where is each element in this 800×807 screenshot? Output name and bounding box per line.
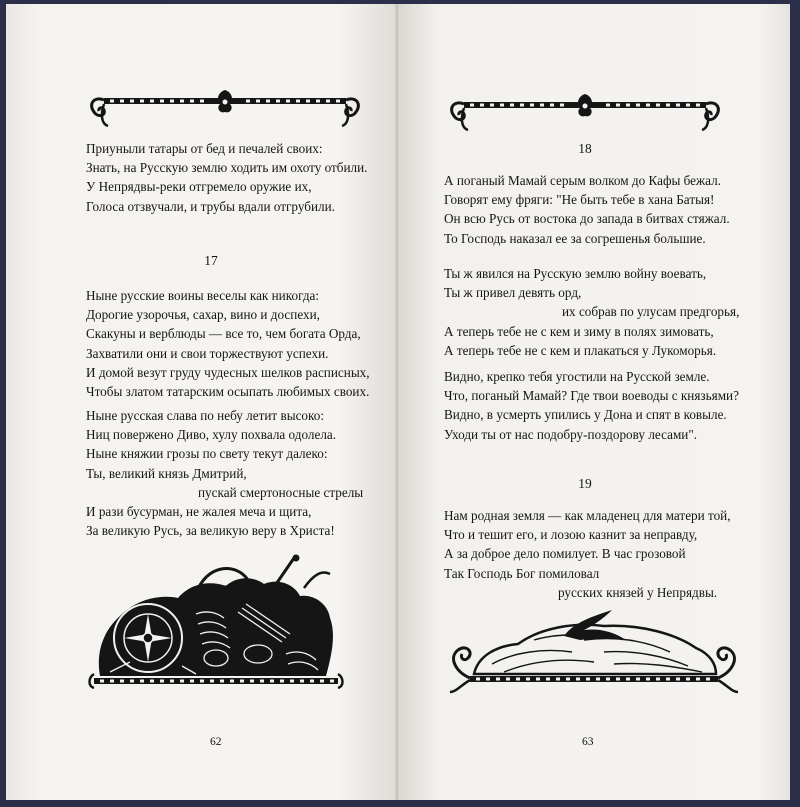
- verse-line: Скакуны и верблюды — все то, чем богата Орда,: [86, 326, 361, 342]
- spoils-illustration-icon: [86, 554, 348, 694]
- verse-line: Говорят ему фряги: "Не быть тебе в хана Батыя!: [444, 192, 715, 208]
- header-ornament-icon: [86, 86, 364, 130]
- stanza-17: [86, 286, 370, 401]
- left-page: [6, 4, 398, 800]
- verse-line: Ты, великий князь Дмитрий,: [86, 465, 247, 481]
- stanza-opening: [86, 139, 367, 216]
- page-number-right: 63: [582, 736, 594, 748]
- verse-line: Знать, на Русскую землю ходить им охоту отбили.: [86, 160, 368, 176]
- verse-line: Видно, в усмерть упились у Дона и спят в ковыле.: [444, 407, 727, 423]
- stanza-18-hordes: [444, 264, 739, 360]
- verse-line: Дорогие узорочья, сахар, вино и доспехи,: [86, 307, 320, 323]
- header-ornament-icon: [446, 90, 724, 134]
- verse-line: Ныне княжии грозы по свету текут далеко:: [86, 446, 328, 462]
- verse-line: И домой везут груду чудесных шелков расписных,: [86, 364, 370, 380]
- verse-line: И рази бусурман, не жалея меча и щита,: [86, 503, 312, 519]
- verse-line: А теперь тебе не с кем и плакаться у Лукоморья.: [444, 342, 717, 358]
- stanza-number-17: 17: [204, 253, 218, 268]
- verse-line: Нам родная земля — как младенец для матери той,: [444, 508, 731, 523]
- verse-line: Ниц повержено Диво, хулу похвала одолела.: [86, 427, 337, 443]
- verse-line: За великую Русь, за великую веру в Христа!: [86, 523, 335, 539]
- right-page: [398, 4, 790, 800]
- verse-line: То Господь наказал ее за согрешенья большие.: [444, 230, 706, 246]
- verse-line: Ныне русская слава по небу летит высоко:: [86, 408, 325, 423]
- verse-line: пускай смертоносные стрелы: [198, 484, 364, 500]
- stanza-number-19: 19: [578, 476, 592, 491]
- book-spread: [6, 4, 790, 800]
- page-number-left: 62: [210, 736, 222, 748]
- horizon-bird-illustration-icon: [444, 592, 744, 696]
- verse-line: Голоса отзвучали, и трубы вдали отгрубили.: [86, 198, 335, 214]
- stanza-18-feast: [444, 367, 739, 444]
- verse-line: Захватили они и свои торжествуют успехи.: [86, 345, 329, 361]
- stanza-glory: [86, 406, 363, 540]
- stanza-18-mamai: [444, 171, 730, 248]
- verse-line: А за доброе дело помилует. В час грозовой: [444, 546, 686, 562]
- stanza-number-18: 18: [578, 141, 592, 156]
- verse-line: Ты ж явился на Русскую землю войну воевать,: [444, 266, 707, 281]
- verse-line: Приуныли татары от бед и печалей своих:: [86, 141, 323, 156]
- verse-line: Ты ж привел девять орд,: [444, 285, 582, 301]
- verse-line: Что и тешит его, и лозою казнит за неправду,: [444, 527, 698, 543]
- verse-line: Что, поганый Мамай? Где твои воеводы с князьями?: [444, 388, 739, 404]
- verse-line: А теперь тебе не с кем и зиму в полях зимовать,: [444, 323, 714, 339]
- verse-line: Уходи ты от нас подобру-поздорову лесами".: [444, 426, 698, 442]
- verse-line: А поганый Мамай серым волком до Кафы бежал.: [444, 173, 721, 188]
- verse-line: Чтобы златом татарским осыпать любимых своих.: [86, 383, 370, 399]
- verse-line: У Непрядвы-реки отгремело оружие их,: [86, 179, 312, 195]
- verse-line: Он всю Русь от востока до запада в битвах стяжал.: [444, 211, 730, 227]
- verse-line: Ныне русские воины веселы как никогда:: [86, 288, 320, 303]
- verse-line: Так Господь Бог помиловал: [444, 565, 600, 581]
- verse-line: их собрав по улусам предгорья,: [562, 304, 740, 320]
- verse-line: русских князей у Непрядвы.: [558, 584, 718, 600]
- stanza-19: [444, 506, 731, 602]
- verse-line: Видно, крепко тебя угостили на Русской земле.: [444, 369, 710, 384]
